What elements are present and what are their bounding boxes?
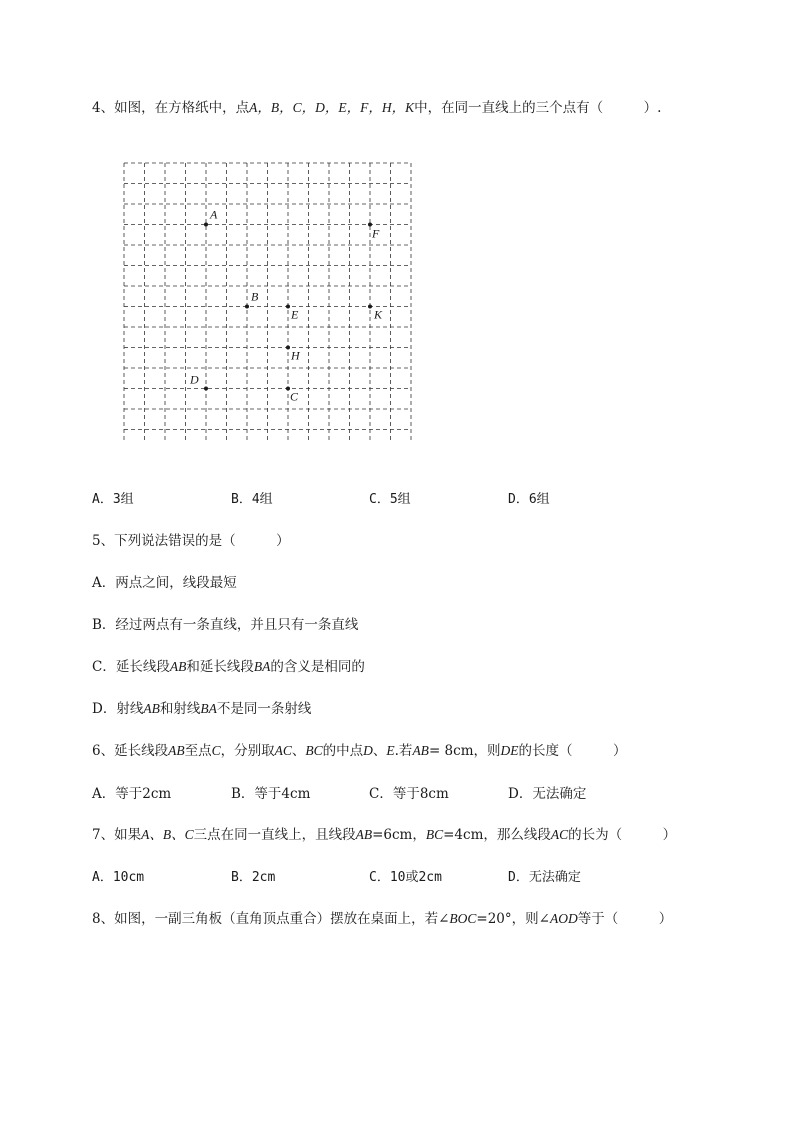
grid-point-label-h: H [291, 348, 300, 363]
q4-stem [92, 99, 661, 117]
q4-option-a[interactable]: A．3组 [92, 492, 134, 507]
q4-number: 4、 [92, 100, 115, 116]
grid-point-label-c: C [290, 389, 299, 404]
q5-stem [92, 532, 290, 550]
q6-option-a[interactable]: A．等于2cm [92, 786, 172, 802]
q5-option-b[interactable]: B．经过两点有一条直线，并且只有一条直线 [92, 617, 359, 633]
q4-text-suffix: 中，在同一直线上的三个点有（ ）. [414, 100, 662, 116]
grid-point-e [286, 305, 290, 309]
q8-angle-1: BOC [449, 911, 477, 926]
q7-option-d[interactable]: D．无法确定 [508, 870, 581, 885]
q7-points: A、B、C [141, 827, 194, 842]
q4-points-list: A，B，C，D，E，F，H，K [249, 100, 415, 115]
q7-stem [92, 826, 676, 844]
q7-number: 7、 [92, 827, 115, 843]
q7-option-a[interactable]: A．10cm [92, 870, 145, 885]
q7-option-b[interactable]: B．2cm [231, 870, 276, 885]
grid-lines [124, 163, 411, 443]
q5-c-seg1: AB [169, 659, 187, 674]
q7-option-c[interactable]: C．10或2cm [369, 870, 442, 885]
q7-text-1: 如果 [114, 827, 142, 843]
grid-point-label-b: B [251, 289, 259, 304]
grid-point-a [204, 223, 208, 227]
q7-text-5: 的长为（ ） [568, 827, 677, 843]
q6-text-9: 的长度（ ） [518, 743, 627, 759]
q4-text-prefix: 如图，在方格纸中，点 [114, 100, 250, 116]
grid-point-label-a: A [210, 207, 218, 222]
q5-text: 下列说法错误的是（ ） [114, 533, 290, 549]
q6-text-2: 至点 [184, 743, 212, 759]
grid-point-d [204, 387, 208, 391]
q5-c-post: 的含义是相同的 [270, 659, 365, 675]
q6-option-d[interactable]: D．无法确定 [508, 786, 587, 802]
q5-d-pre: D．射线 [92, 701, 144, 717]
q6-seg-ab: AB [168, 743, 185, 758]
q6-option-b[interactable]: B．等于4cm [231, 786, 311, 802]
q8-number: 8、 [92, 911, 115, 927]
q8-angle-2: AOD [549, 911, 578, 926]
q6-seg-ab-2: AB [412, 743, 429, 758]
q6-stem [92, 742, 627, 760]
q5-c-seg2: BA [253, 659, 271, 674]
grid-point-label-f: F [372, 226, 380, 241]
grid-point-k [368, 305, 372, 309]
q7-text-4: =4cm，那么线段 [443, 827, 551, 843]
q4-option-c[interactable]: C．5组 [369, 492, 411, 507]
q5-c-pre: C．延长线段 [92, 659, 170, 675]
q7-text-2: 三点在同一直线上，且线段 [193, 827, 356, 843]
q6-text-6: 、 [372, 743, 387, 759]
q8-text-1: 如图，一副三角板（直角顶点重合）摆放在桌面上，若∠ [114, 911, 450, 927]
q5-option-d[interactable] [92, 700, 311, 718]
grid-point-b [245, 305, 249, 309]
q7-seg-bc: BC [425, 827, 444, 842]
grid-point-label-k: K [374, 307, 383, 322]
grid-points [189, 208, 383, 404]
q8-text-3: 等于（ ） [577, 911, 673, 927]
q6-option-c[interactable]: C．等于8cm [369, 786, 449, 802]
q5-option-c[interactable] [92, 658, 365, 676]
q6-number: 6、 [92, 743, 115, 759]
q5-d-seg1: AB [143, 701, 160, 716]
q7-text-3: =6cm， [372, 827, 426, 843]
q6-seg-de: DE [500, 743, 519, 758]
q6-text-4: 、 [291, 743, 306, 759]
q5-option-a[interactable]: A．两点之间，线段最短 [92, 575, 237, 591]
q4-option-d[interactable]: D．6组 [508, 492, 550, 507]
q6-point-c: C [211, 743, 221, 758]
grid-figure [122, 161, 414, 443]
q6-seg-ac: AC [274, 743, 292, 758]
q5-number: 5、 [92, 533, 115, 549]
q6-point-d: D [363, 743, 373, 758]
q6-text-1: 延长线段 [114, 743, 169, 759]
q7-seg-ac: AC [550, 827, 569, 842]
q6-text-7: .若 [394, 743, 413, 759]
grid-point-label-d: D [190, 372, 199, 387]
q5-d-seg2: BA [200, 701, 217, 716]
q6-text-5: 的中点 [322, 743, 364, 759]
q8-stem [92, 910, 672, 928]
q6-point-e: E [386, 743, 395, 758]
q6-seg-bc: BC [305, 743, 323, 758]
q7-seg-ab: AB [355, 827, 373, 842]
q6-text-3: ，分别取 [220, 743, 275, 759]
grid-point-h [286, 346, 290, 350]
q8-text-2: =20°，则∠ [476, 911, 550, 927]
q6-text-8: = 8cm，则 [428, 743, 501, 759]
q5-d-post: 不是同一条射线 [216, 701, 312, 717]
q5-d-mid: 和射线 [159, 701, 201, 717]
q4-option-b[interactable]: B．4组 [231, 492, 273, 507]
q5-c-mid: 和延长线段 [186, 659, 254, 675]
grid-point-label-e: E [291, 307, 299, 322]
